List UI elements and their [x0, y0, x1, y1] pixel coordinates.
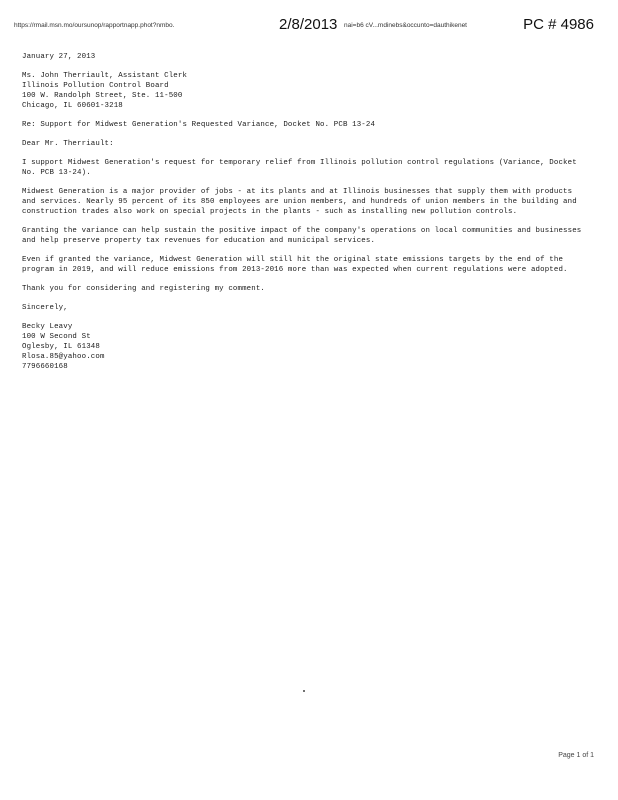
fax-header [14, 18, 608, 36]
signature-name: Becky Leavy [22, 323, 73, 331]
signature-phone: 7796660168 [22, 363, 68, 371]
signature-block [22, 322, 582, 372]
header-date: 2/8/2013 [279, 16, 338, 33]
closing: Sincerely, [22, 304, 68, 312]
subject-line: Re: Support for Midwest Generation's Requested Variance, Docket No. PCB 13-24 [22, 121, 376, 129]
recipient-line: Ms. John Therriault, Assistant Clerk [22, 72, 188, 80]
salutation: Dear Mr. Therriault: [22, 140, 114, 148]
paragraph: Granting the variance can help sustain the positive impact of the company's operations on local communities and businesses and help preserve property tax revenues for education and municipal services. [22, 227, 582, 245]
paragraph: Thank you for considering and registering my comment. [22, 285, 266, 293]
header-url-left: https://rmail.msn.mo/oursunop/rapportnapp.phot?nmbo. [14, 22, 175, 29]
recipient-line: 100 W. Randolph Street, Ste. 11-500 [22, 92, 183, 100]
letter-body [22, 52, 582, 372]
paragraph: Even if granted the variance, Midwest Generation will still hit the original state emissions targets by the end of the program in 2019, and will reduce emissions from 2013-2016 more than was expected when current regulations were adopted. [22, 256, 568, 274]
paragraph: Midwest Generation is a major provider of jobs - at its plants and at Illinois businesses that supply them with products and services. Nearly 95 percent of its 850 employees are union members, and hundreds of union members in the building and construction trades also work on special projects in the plants - such as installing new pollution controls. [22, 188, 577, 216]
recipient-line: Illinois Pollution Control Board [22, 82, 169, 90]
signature-city: Oglesby, IL 61348 [22, 343, 100, 351]
letter-date: January 27, 2013 [22, 53, 96, 61]
recipient-block [22, 71, 582, 111]
signature-email: Rlosa.85@yahoo.com [22, 353, 105, 361]
public-comment-number: PC # 4986 [523, 16, 594, 33]
recipient-line: Chicago, IL 60601-3218 [22, 102, 123, 110]
paragraph: I support Midwest Generation's request for temporary relief from Illinois pollution control regulations (Variance, Docket No. PCB 13-24). [22, 159, 577, 177]
signature-address: 100 W Second St [22, 333, 91, 341]
header-url-right: nai=b6 cV...mdinebs&occunto=dauthikenet [344, 22, 467, 29]
scan-speck [303, 690, 305, 692]
page-number: Page 1 of 1 [558, 752, 594, 759]
